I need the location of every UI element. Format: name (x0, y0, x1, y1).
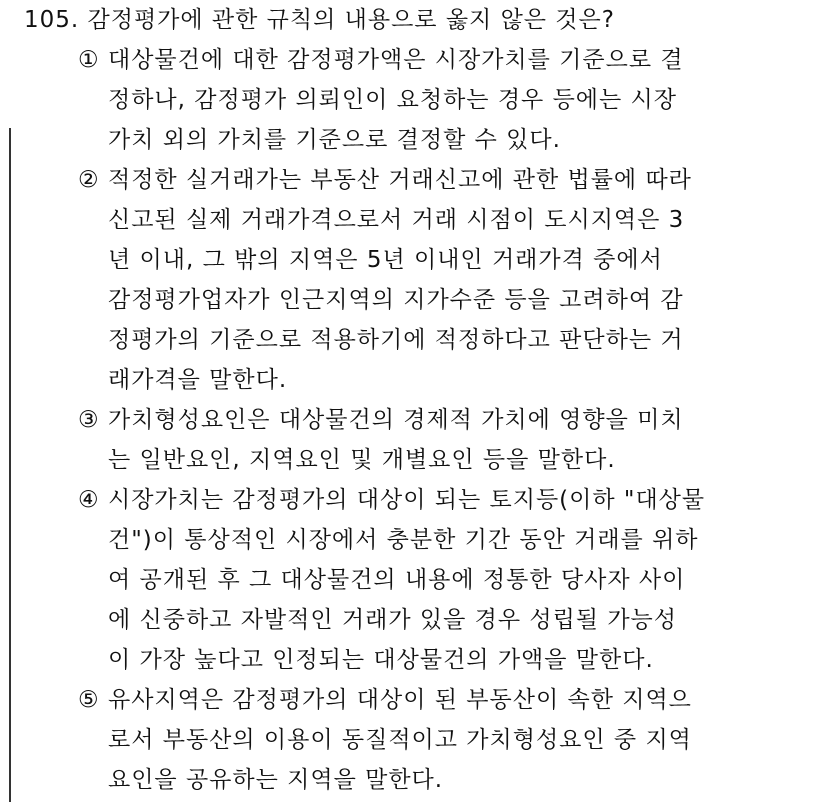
option-text: 로서 부동산의 이용이 동질적이고 가치형성요인 중 지역 (108, 727, 692, 753)
option-text: 신고된 실제 거래가격으로서 거래 시점이 도시지역은 3 (108, 207, 685, 233)
option-text: 가치 외의 가치를 기준으로 결정할 수 있다. (108, 127, 561, 153)
option-1-line (0, 80, 826, 120)
option-2-line (0, 160, 826, 200)
option-text: 가치형성요인은 대상물건의 경제적 가치에 영향을 미치 (108, 407, 684, 433)
option-number: ③ (78, 407, 100, 433)
option-text: 여 공개된 후 그 대상물건의 내용에 정통한 당사자 사이 (108, 567, 686, 593)
option-5-line (0, 680, 826, 720)
option-number: ① (78, 47, 100, 73)
option-text: 는 일반요인, 지역요인 및 개별요인 등을 말한다. (108, 447, 616, 473)
question-title: 105. 감정평가에 관한 규칙의 내용으로 옳지 않은 것은? (24, 7, 615, 33)
option-5-line (0, 760, 826, 800)
option-1-line (0, 40, 826, 80)
option-4-line (0, 560, 826, 600)
option-2-line (0, 360, 826, 400)
option-number: ② (78, 167, 100, 193)
option-text: 시장가치는 감정평가의 대상이 되는 토지등(이하 "대상물 (108, 487, 706, 513)
option-2-line (0, 320, 826, 360)
option-2-line (0, 280, 826, 320)
option-number: ⑤ (78, 687, 100, 713)
option-text: 유사지역은 감정평가의 대상이 된 부동산이 속한 지역으 (108, 687, 692, 713)
option-4-line (0, 480, 826, 520)
option-4-line (0, 640, 826, 680)
option-text: 감정평가업자가 인근지역의 지가수준 등을 고려하여 감 (108, 287, 684, 313)
option-text: 정평가의 기준으로 적용하기에 적정하다고 판단하는 거 (108, 327, 684, 353)
option-5-line (0, 720, 826, 760)
option-text: 요인을 공유하는 지역을 말한다. (108, 767, 444, 793)
option-3-line (0, 400, 826, 440)
option-text: 이 가장 높다고 인정되는 대상물건의 가액을 말한다. (108, 647, 654, 673)
option-2-line (0, 200, 826, 240)
option-text: 에 신중하고 자발적인 거래가 있을 경우 성립될 가능성 (108, 607, 677, 633)
option-4-line (0, 520, 826, 560)
option-text: 대상물건에 대한 감정평가액은 시장가치를 기준으로 결 (108, 47, 684, 73)
option-4-line (0, 600, 826, 640)
option-text: 적정한 실거래가는 부동산 거래신고에 관한 법률에 따라 (108, 167, 692, 193)
option-3-line (0, 440, 826, 480)
option-text: 정하나, 감정평가 의뢰인이 요청하는 경우 등에는 시장 (108, 87, 677, 113)
option-text: 래가격을 말한다. (108, 367, 288, 393)
option-text: 건")이 통상적인 시장에서 충분한 기간 동안 거래를 위하 (108, 527, 699, 553)
option-1-line (0, 120, 826, 160)
option-text: 년 이내, 그 밖의 지역은 5년 이내인 거래가격 중에서 (108, 247, 663, 273)
option-2-line (0, 240, 826, 280)
option-number: ④ (78, 487, 100, 513)
